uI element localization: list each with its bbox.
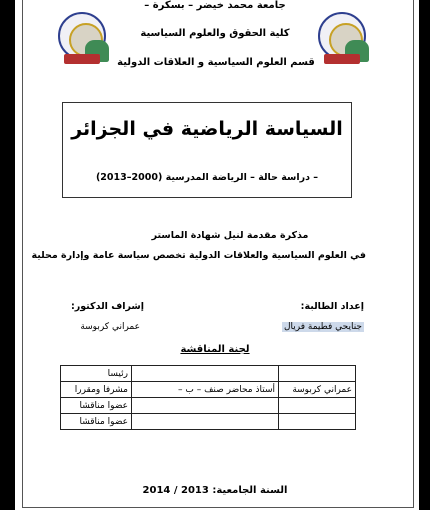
member-name (279, 414, 356, 430)
member-role: مشرفا ومقررا (61, 382, 132, 398)
university-logo-right (316, 10, 368, 72)
member-rank (132, 366, 279, 382)
title-box (62, 102, 352, 198)
student-label: إعداد الطالبة: (300, 301, 364, 312)
faculty-name: كلية الحقوق والعلوم السياسية (140, 28, 290, 39)
table-row (61, 398, 356, 414)
member-name (279, 398, 356, 414)
member-role: عضوا مناقشا (61, 414, 132, 430)
department-name: قسم العلوم السياسية و العلاقات الدولية (117, 57, 315, 68)
committee-heading: لجنة المناقشة (180, 344, 250, 355)
supervisor-name: عمراني كربوسة (80, 322, 140, 332)
case-study-subtitle: – دراسة حالة – الرياضة المدرسية (2000–2013) (95, 172, 319, 183)
student-name: جنايحي فطيمة فريال (283, 322, 362, 332)
university-logo-left (56, 10, 108, 72)
member-rank: أستاذ محاضر صنف – ب – (132, 382, 279, 398)
committee-table (60, 365, 356, 430)
member-name (279, 366, 356, 382)
table-row (61, 414, 356, 430)
university-name: جامعة محمد خيضر – بسكرة – (144, 0, 286, 11)
thesis-purpose: مذكرة مقدمة لنيل شهادة الماستر (151, 230, 309, 241)
thesis-title: السياسة الرياضية في الجزائر (71, 118, 343, 140)
academic-year: السنة الجامعية: 2013 / 2014 (142, 485, 288, 496)
member-rank (132, 398, 279, 414)
table-row (61, 382, 356, 398)
member-role: عضوا مناقشا (61, 398, 132, 414)
supervisor-label: إشراف الدكتور: (70, 301, 144, 312)
member-role: رئيسا (61, 366, 132, 382)
thesis-field: في العلوم السياسية والعلاقات الدولية تخصص سياسة عامة وإدارة محلية (31, 250, 366, 261)
member-name: عمراني كربوسة (279, 382, 356, 398)
table-row (61, 366, 356, 382)
member-rank (132, 414, 279, 430)
